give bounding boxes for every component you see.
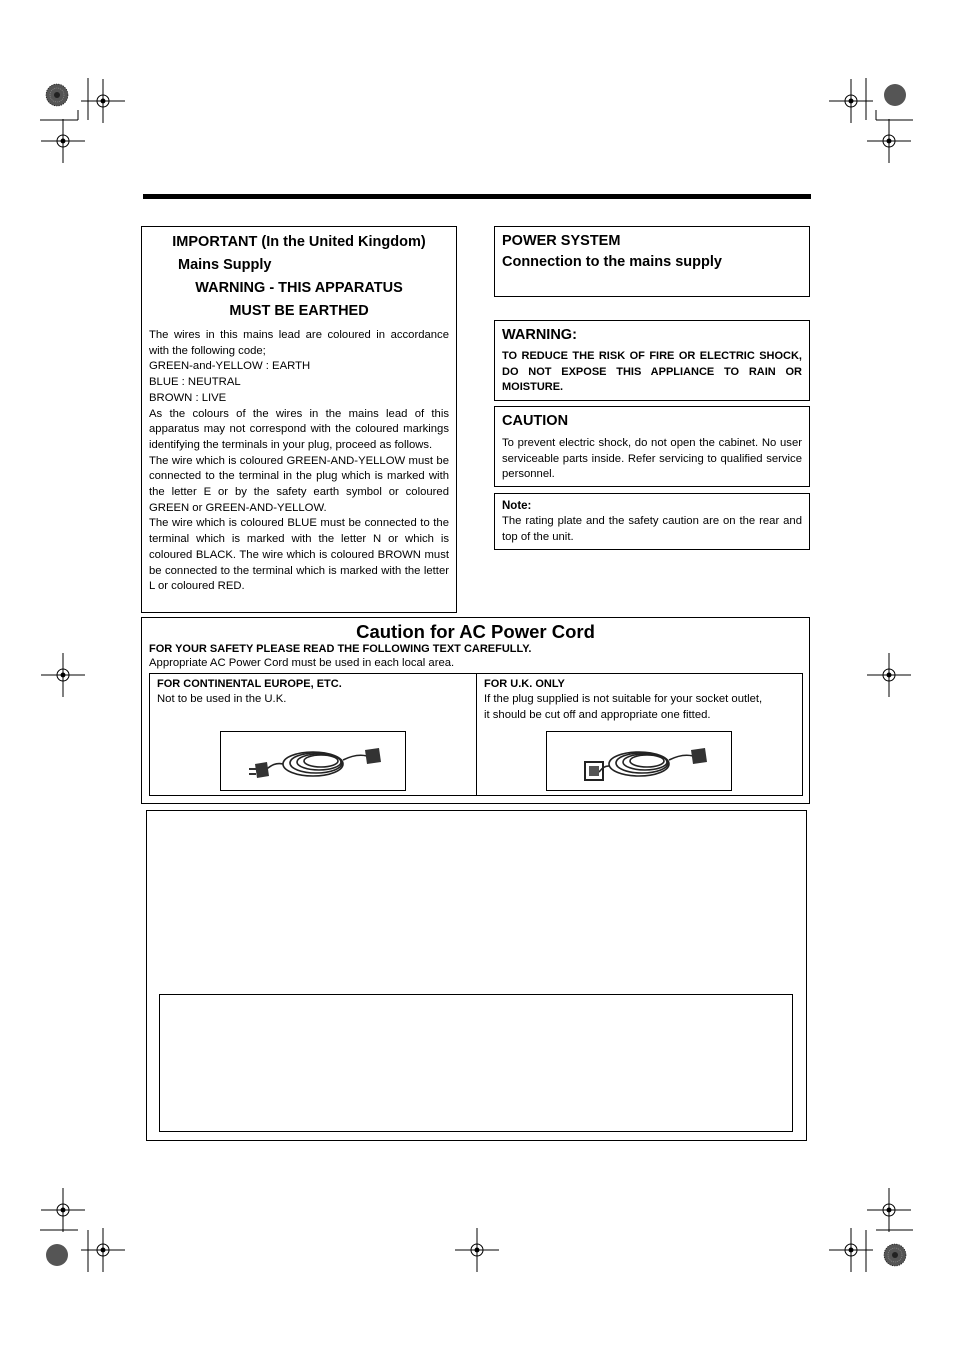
ac-cord-safety-notice: FOR YOUR SAFETY PLEASE READ THE FOLLOWING TEXT CAREFULLY. xyxy=(149,643,532,655)
europe-power-cord-image xyxy=(220,731,406,791)
caution-box xyxy=(494,406,810,487)
power-system-title: POWER SYSTEM xyxy=(502,233,621,249)
warning-text: TO REDUCE THE RISK OF FIRE OR ELECTRIC SHOCK, DO NOT EXPOSE THIS APPLIANCE TO RAIN OR MOISTURE. xyxy=(502,350,802,394)
uk-box-line-earth: GREEN-and-YELLOW : EARTH xyxy=(149,360,311,373)
caution-text: To prevent electric shock, do not open the cabinet. No user serviceable parts inside. Refer servicing to qualified service personnel. xyxy=(502,437,802,481)
power-system-box xyxy=(494,226,810,297)
note-title: Note: xyxy=(502,500,532,512)
uk-box-line-colours: As the colours of the wires in the mains lead of this apparatus may not correspond with the coloured markings identifying the terminals in your plug, proceed as follows. xyxy=(149,407,449,451)
blank-inner-box xyxy=(159,994,793,1132)
uk-box-title: IMPORTANT (In the United Kingdom) xyxy=(172,234,426,250)
uk-only-title: FOR U.K. ONLY xyxy=(484,678,565,690)
uk-box-line-live: BROWN : LIVE xyxy=(149,391,227,404)
europe-title: FOR CONTINENTAL EUROPE, ETC. xyxy=(157,678,342,690)
note-box xyxy=(494,493,810,550)
note-text: The rating plate and the safety caution are on the rear and top of the unit. xyxy=(502,515,802,543)
uk-only-line2: it should be cut off and appropriate one fitted. xyxy=(484,709,711,721)
europe-plug-cord-icon xyxy=(221,732,405,790)
warning-title: WARNING: xyxy=(502,327,577,343)
header-rule xyxy=(143,194,811,199)
uk-only-line1: If the plug supplied is not suitable for your socket outlet, xyxy=(484,693,763,705)
uk-power-cord-image xyxy=(546,731,732,791)
blank-outer-box xyxy=(146,810,807,1141)
ac-cord-intro: Appropriate AC Power Cord must be used in each local area. xyxy=(149,657,455,669)
uk-box-subtitle: Mains Supply xyxy=(178,257,272,273)
ac-cord-column-divider xyxy=(476,674,477,795)
uk-box-warning-line1: WARNING - THIS APPARATUS xyxy=(195,280,403,296)
uk-box-line-intro: The wires in this mains lead are coloured in accordance with the following code; xyxy=(149,329,449,357)
uk-box-line-neutral: BLUE : NEUTRAL xyxy=(149,376,241,389)
caution-title: CAUTION xyxy=(502,413,569,429)
warning-box xyxy=(494,320,810,401)
uk-box-line-blue-brown: The wire which is coloured BLUE must be connected to the terminal which is marked with the letter N or which is coloured BLACK. The wire which is coloured BROWN must be connected to the terminal which is marked with the letter L or coloured RED. xyxy=(149,517,449,593)
ac-cord-title: Caution for AC Power Cord xyxy=(356,621,595,642)
uk-box-warning-line2: MUST BE EARTHED xyxy=(229,303,369,319)
uk-box-line-green-yellow: The wire which is coloured GREEN-AND-YELLOW must be connected to the terminal in the plug which is marked with the letter E or by the safety earth symbol or coloured GREEN or GREEN-AND-YELLOW. xyxy=(149,454,449,514)
ac-power-cord-box xyxy=(141,617,810,804)
uk-plug-cord-icon xyxy=(547,732,731,790)
ac-cord-options-table xyxy=(149,673,803,796)
europe-text: Not to be used in the U.K. xyxy=(157,693,287,705)
uk-mains-box xyxy=(141,226,457,613)
power-system-subtitle: Connection to the mains supply xyxy=(502,254,722,270)
